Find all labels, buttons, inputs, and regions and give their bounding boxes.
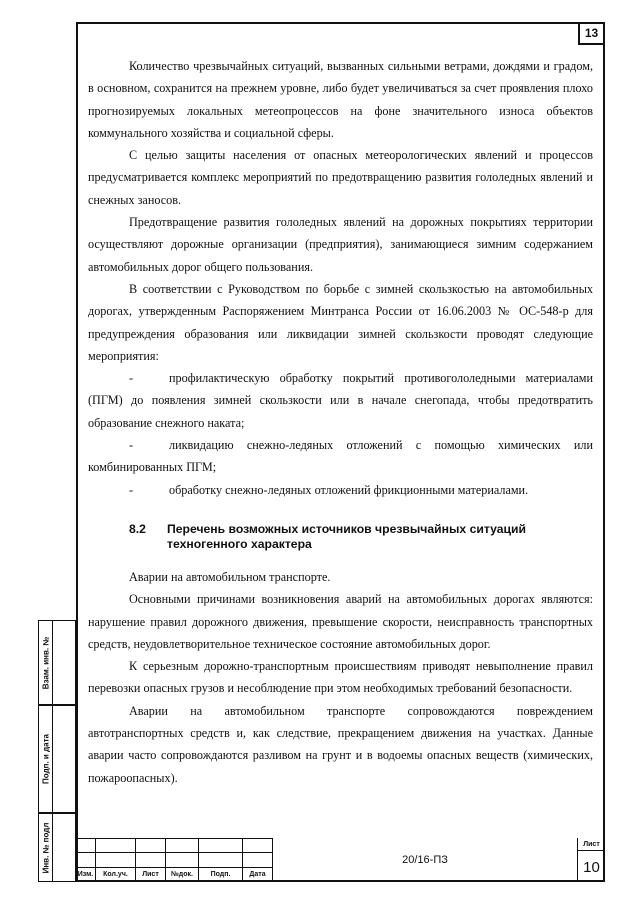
stamp-vline [165,838,166,867]
paragraph: Основными причинами возникновения аварий на автомобильных дорогах являются: нарушение правил дорожного движения, превышение скорости, неисправность транспортных средств, неудовлетворительное техническое состояние автомобильных дорог. [88,592,593,651]
paragraph: Предотвращение развития гололедных явлений на дорожных покрытиях территории осуществляют дорожные организации (предприятия), занимающиеся зимним содержанием автомобильных дорог общего пользования. [88,215,593,274]
side-label-podp [39,706,53,812]
side-box-podp [38,705,76,813]
list-dash: - [129,482,134,497]
stamp-vline [135,838,136,867]
stamp-col-data: Дата [242,867,272,882]
sheet-box [577,838,605,882]
document-body [88,55,593,789]
side-label-inv-text: Инв. № подл [41,822,50,873]
paragraph: В соответствии с Руководством по борьбе с зимней скользкостью на автомобильных дорогах, утвержденным Распоряжением Минтранса России от 16.06.2003 № ОС-548-р для предупреждения образования или ликвидации зимней скользкости проводят следующие мероприятия: [88,281,593,363]
paragraph: Количество чрезвычайных ситуаций, вызванных сильными ветрами, дождями и градом, в основном, сохранится на прежнем уровне, либо будет увеличиваться за счет проявления плохо прогнозируемых локальных метеопроцессов на фоне значительного износа объектов коммунального хозяйства и социальной сферы. [88,59,593,140]
list-dash: - [129,371,134,386]
stamp-vline [242,838,243,867]
paragraph: Аварии на автомобильном транспорте сопровождаются повреждением автотранспортных средств и, как следствие, прекращением движения на участках. Данные аварии часто сопровождаются разливом на грунт и в водоемы опасных веществ (химических, пожароопасных). [88,703,593,785]
side-label-vzam [39,621,53,704]
stamp-vline [198,838,199,867]
stamp-col-ndok: №док. [165,867,198,882]
list-item [88,367,593,434]
list-item-text: ликвидацию снежно-ледяных отложений с помощью химических или комбинированных ПГМ; [88,438,593,475]
side-label-vzam-text: Взам. инв. № [41,636,50,689]
stamp-vline [95,838,96,867]
stamp-col-izm: Изм. [77,871,94,878]
paragraph: Аварии на автомобильном транспорте. [129,569,331,584]
paragraph: К серьезным дорожно-транспортным происшествиям приводят невыполнение правил перевозки опасных грузов и несоблюдение при этом необходимых требований безопасности. [88,659,593,696]
list-item-text: профилактическую обработку покрытий противогололедными материалами (ПГМ) до появления зимней скользкости или в начале снегопада, чтобы предотвратить образование снежного наката; [88,371,593,430]
title-block [76,838,605,882]
section-heading [129,522,593,552]
section-title: Перечень возможных источников чрезвычайных ситуаций техногенного характера [167,521,526,551]
page-number: 13 [578,22,605,45]
paragraph: С целью защиты населения от опасных метеорологических явлений и процессов предусматривается комплекс мероприятий по предотвращению развития гололедных явлений и снежных заносов. [88,148,593,207]
stamp-col-podp: Подп. [198,867,242,882]
list-item [88,479,593,501]
sheet-number: 10 [583,858,600,876]
stamp-col-kol: Кол.уч. [95,867,135,882]
list-dash: - [129,438,134,453]
document-code: 20/16-ПЗ [272,838,577,882]
sheet-label: Лист [578,838,605,851]
list-item-text: обработку снежно-ледяных отложений фрикционными материалами. [169,482,529,497]
list-item [88,434,593,479]
side-label-inv [39,814,53,881]
side-box-inv [38,813,76,882]
stamp-col-list: Лист [135,867,165,882]
side-box-vzam [38,620,76,705]
side-label-podp-text: Подп. и дата [41,734,50,784]
section-number: 8.2 [129,521,146,536]
